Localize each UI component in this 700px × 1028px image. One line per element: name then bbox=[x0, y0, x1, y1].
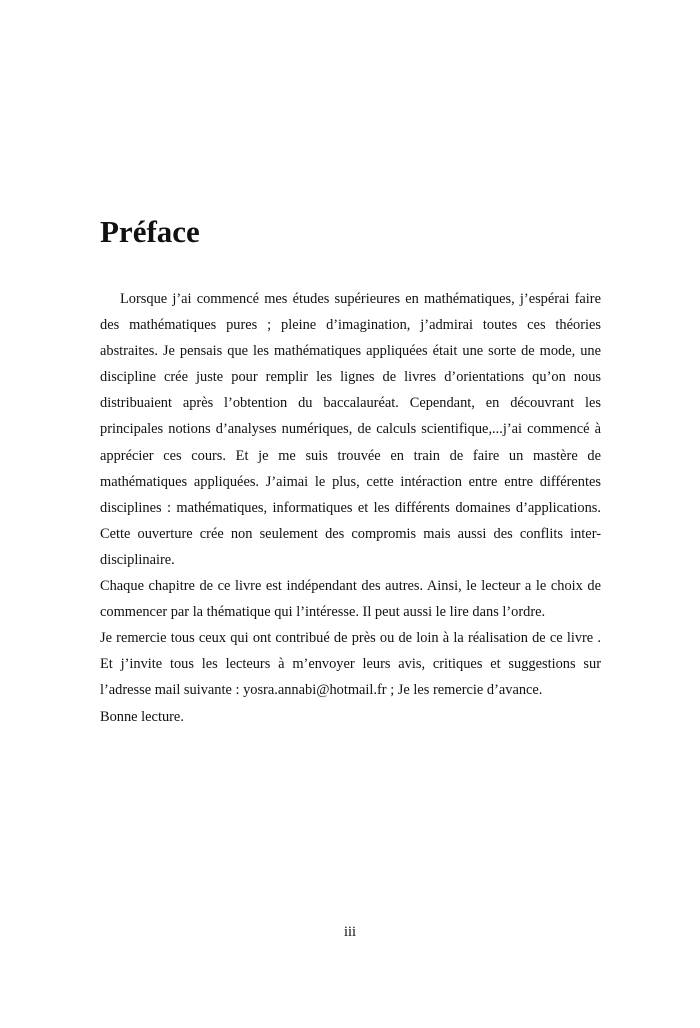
paragraph-thanks: Je remercie tous ceux qui ont contribué de près ou de loin à la réalisation de ce livre . Et j’invite tous les lecteurs à m’envoyer leurs avis, critiques et suggestions sur l’adresse mail suivante : yosra.annabi@hotmail.fr ; Je les remercie d’avance. bbox=[100, 630, 601, 699]
page-number: iii bbox=[344, 924, 356, 940]
page-title: Préface bbox=[100, 214, 200, 249]
paragraph-closing: Bonne lecture. bbox=[100, 708, 184, 725]
paragraph-intro: Lorsque j’ai commencé mes études supérieures en mathématiques, j’espérai faire des mathématiques pures ; pleine d’imagination, j’admirai toutes ces théories abstraites. Je pensais que les mathématiques appliquées était une sorte de mode, une discipline crée juste pour remplir les lignes de livres d’orientations qu’on nous distribuaient après l’obtention du baccalauréat. Cependant, en découvrant les principales notions d’analyses numériques, de calculs scientifique,...j’ai commencé à apprécier ces cours. Et je me suis trouvée en train de faire un mastère de mathématiques appliquées. J’aimai le plus, cette intéraction entre entre différentes disciplines : mathématiques, informatiques et les différents domaines d’applications. Cette ouverture crée non seulement des compromis mais aussi des conflits inter-disciplinaire. bbox=[100, 291, 601, 568]
preface-body bbox=[100, 286, 601, 730]
paragraph-chapters: Chaque chapitre de ce livre est indépendant des autres. Ainsi, le lecteur a le choix de commencer par la thématique qui l’intéresse. Il peut aussi le lire dans l’ordre. bbox=[100, 578, 601, 621]
